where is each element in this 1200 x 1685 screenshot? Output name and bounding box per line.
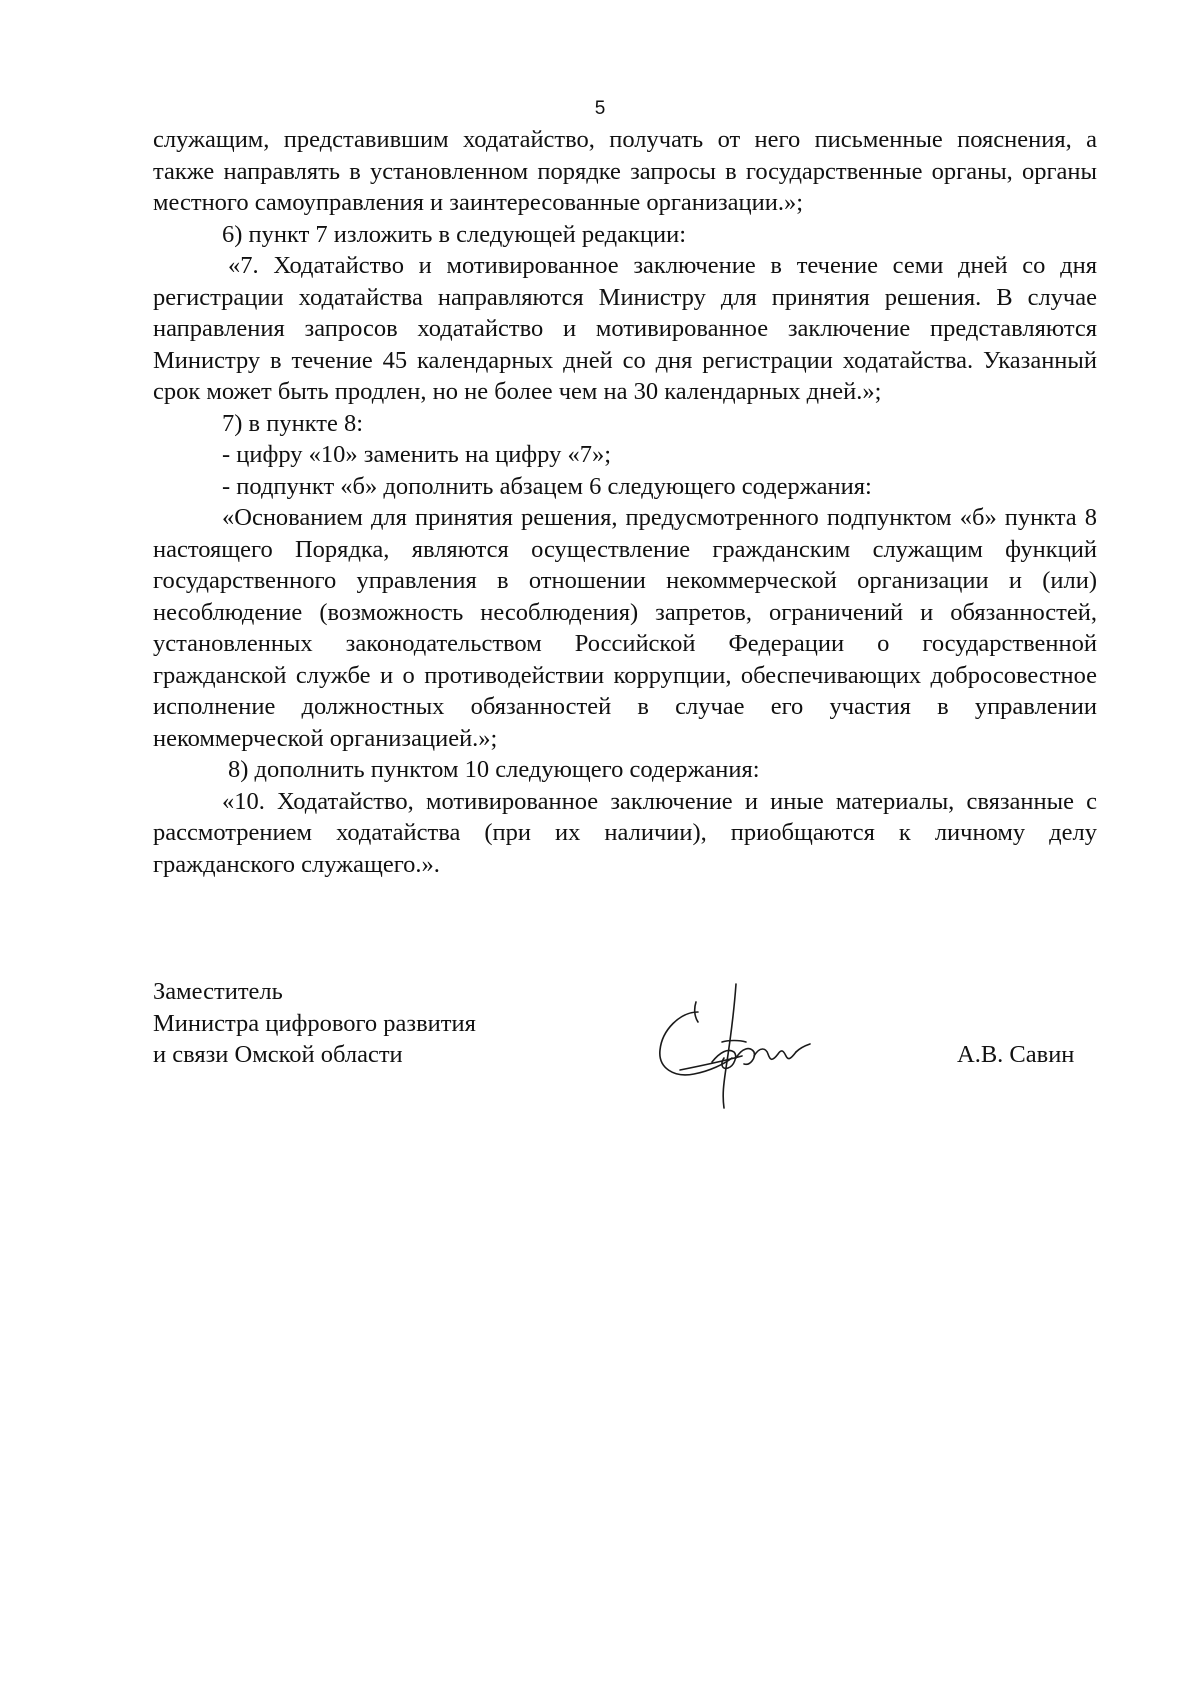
paragraph-8: 8) дополнить пунктом 10 следующего содержания: bbox=[228, 756, 760, 783]
signatory-title bbox=[153, 976, 476, 1071]
signer-name: А.В. Савин bbox=[957, 1041, 1075, 1068]
signatory-title-line-1: Заместитель bbox=[153, 978, 283, 1005]
paragraph-3: «7. Ходатайство и мотивированное заключение в течение семи дней со дня регистрации ходатайства направляются Министру для принятия решения. В случае направления запросов ходатайство и мотивированное заключение представляются Министру в течение 45 календарных дней со дня регистрации ходатайства. Указанный срок может быть продлен, но не более чем на 30 календарных дней.»; bbox=[153, 252, 1097, 405]
document-body bbox=[153, 124, 1097, 880]
paragraph-6: - подпункт «б» дополнить абзацем 6 следующего содержания: bbox=[222, 472, 872, 500]
handwritten-signature-icon bbox=[650, 982, 850, 1122]
paragraph-1: служащим, представившим ходатайство, получать от него письменные пояснения, а также направлять в установленном порядке запросы в государственные органы, органы местного самоуправления и заинтересованные организации.»; bbox=[153, 126, 1097, 216]
page-number: 5 bbox=[594, 98, 606, 119]
signatory-title-line-2: Министра цифрового развития bbox=[153, 1009, 476, 1037]
paragraph-4: 7) в пункте 8: bbox=[222, 409, 364, 437]
paragraph-2: 6) пункт 7 изложить в следующей редакции: bbox=[222, 220, 687, 248]
signatory-title-line-3: и связи Омской области bbox=[153, 1041, 403, 1068]
paragraph-9: «10. Ходатайство, мотивированное заключение и иные материалы, связанные с рассмотрением ходатайства (при их наличии), приобщаются к личному делу гражданского служащего.». bbox=[153, 787, 1097, 878]
paragraph-7: «Основанием для принятия решения, предусмотренного подпунктом «б» пункта 8 настоящего Порядка, являются осуществление гражданским служащим функций государственного управления в отношении некоммерческой организации и (или) несоблюдение (возможность несоблюдения) запретов, ограничений и обязанностей, установленных законодательством Российской Федерации о государственной гражданской службе и о противодействии коррупции, обеспечивающих добросовестное исполнение должностных обязанностей в случае его участия в управлении некоммерческой организацией.»; bbox=[153, 504, 1097, 752]
paragraph-5: - цифру «10» заменить на цифру «7»; bbox=[222, 441, 612, 468]
